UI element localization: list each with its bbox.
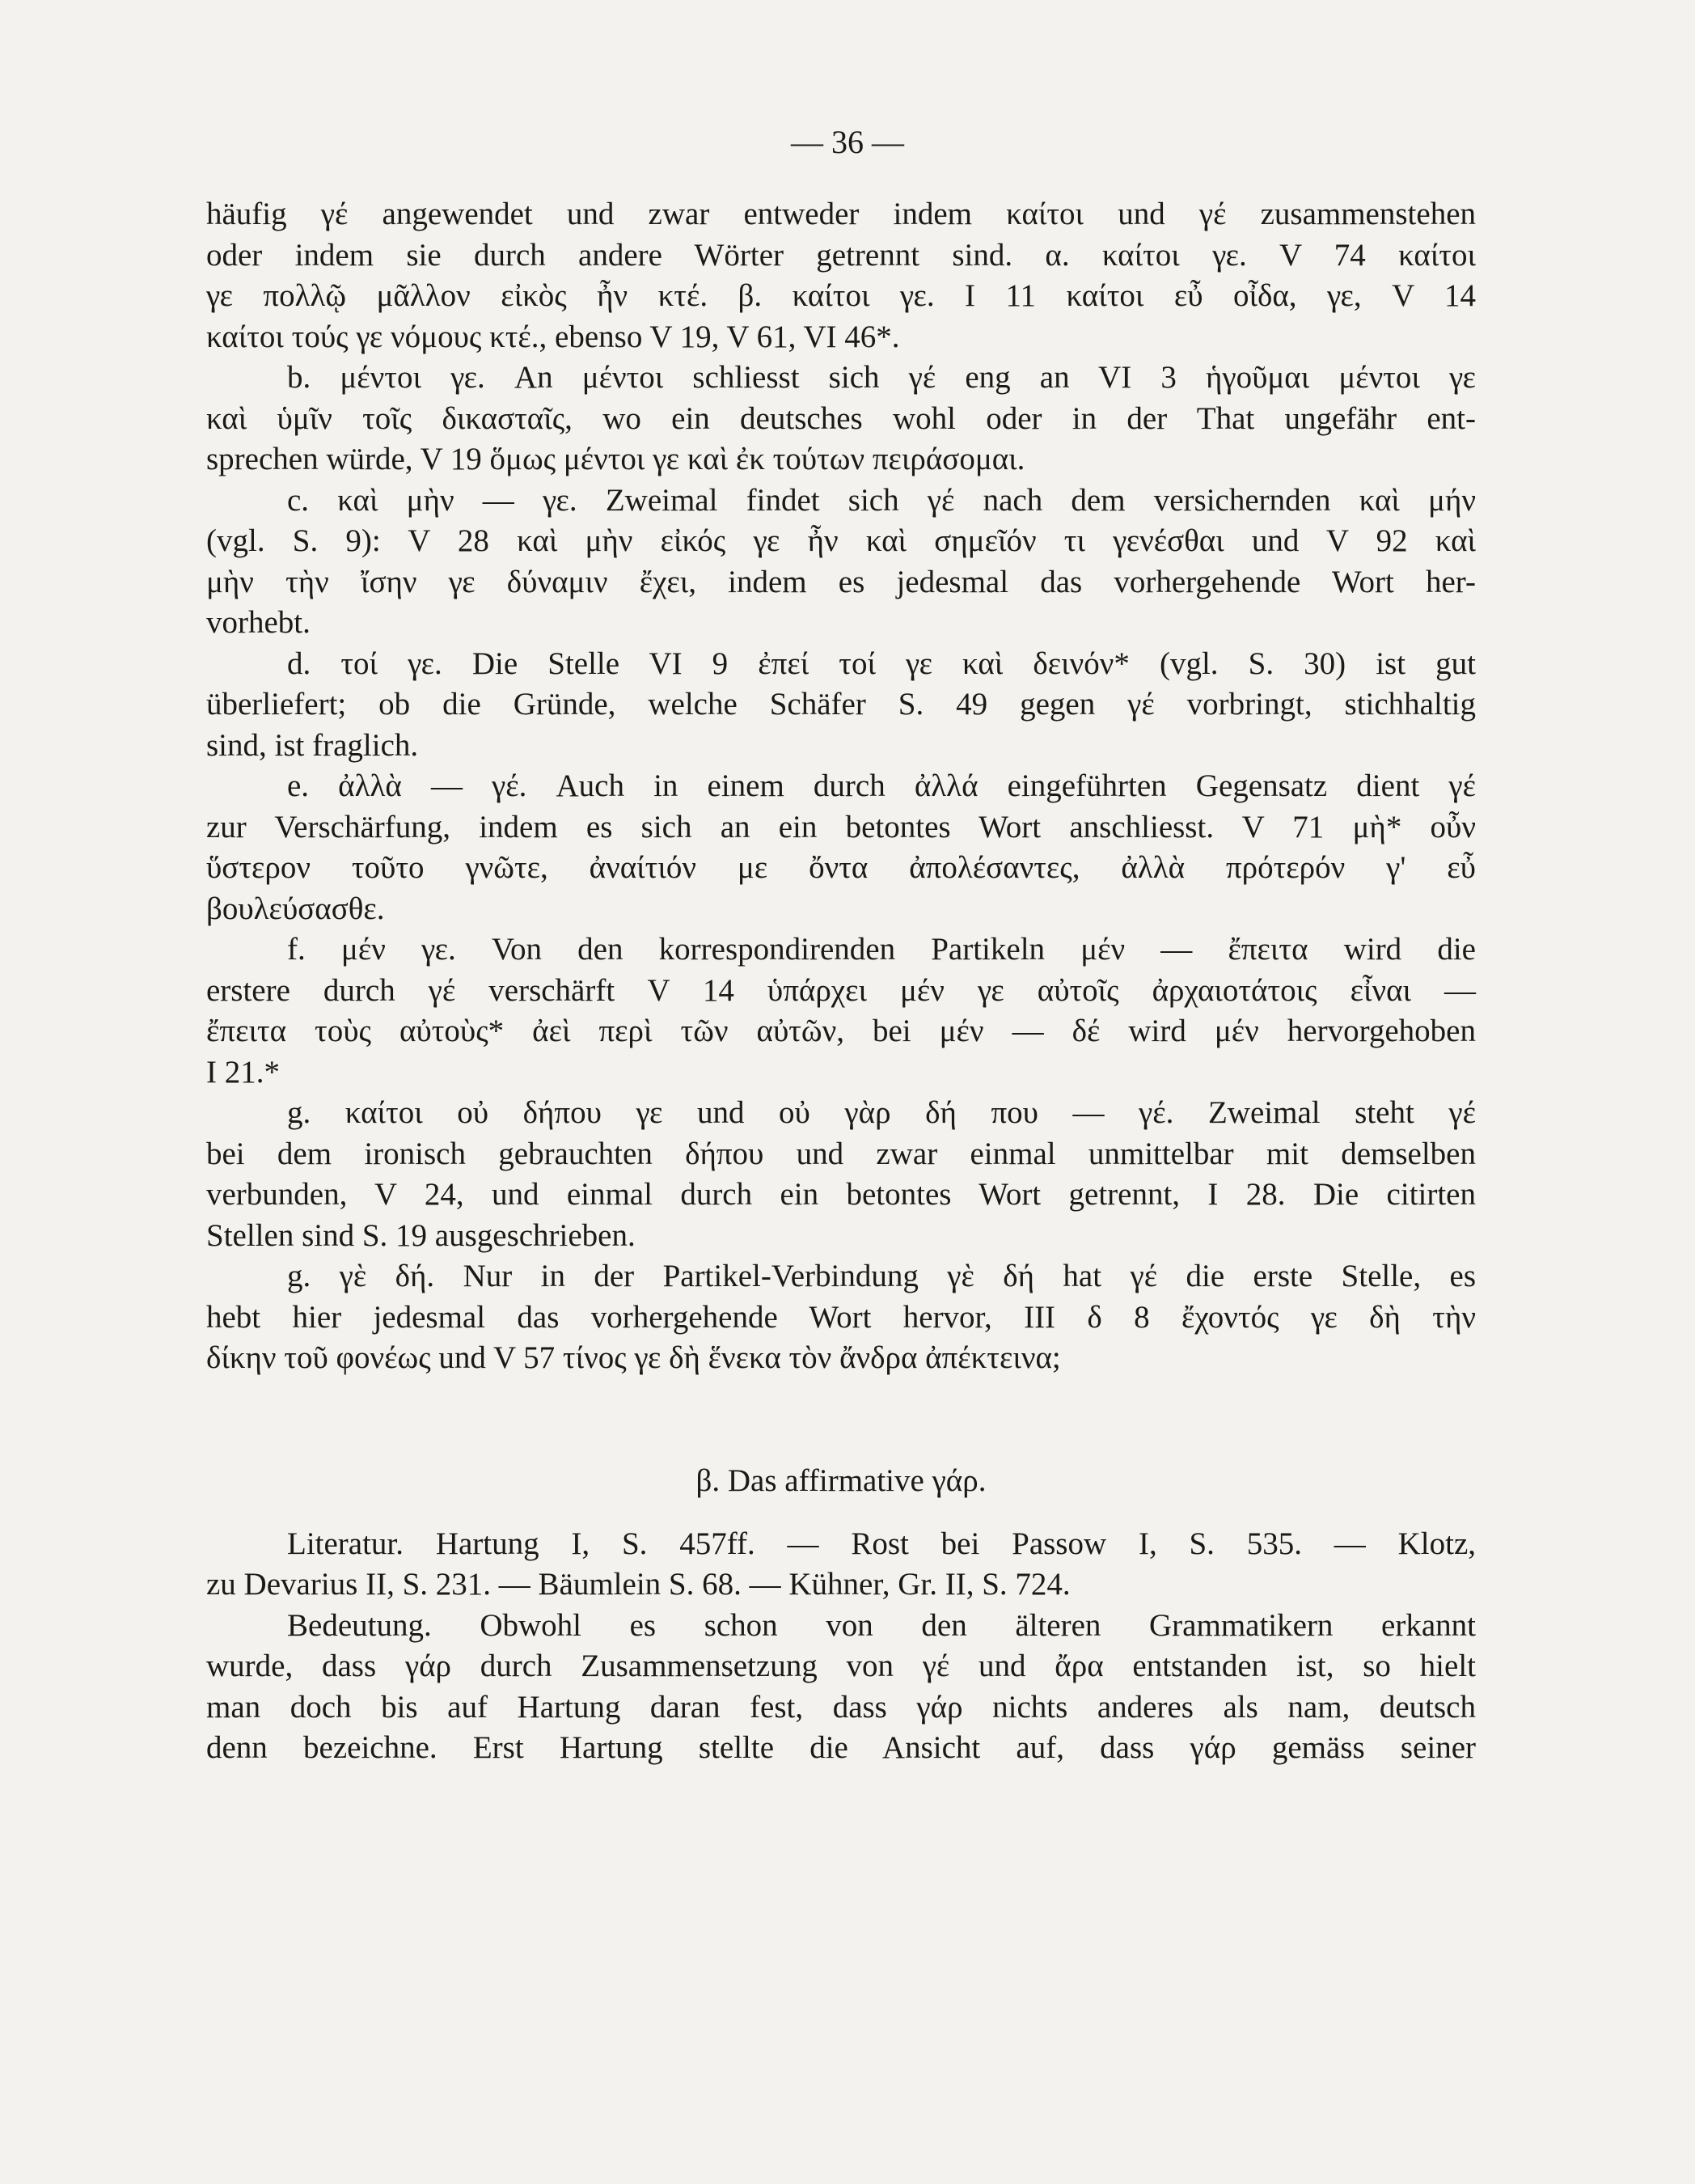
text-line: zu Devarius II, S. 231. — Bäumlein S. 68. — Kühner, Gr. II, S. 724.: [206, 1567, 1071, 1602]
text-line: b. μέντοι γε. An μέντοι schliesst sich γέ eng an VI 3 ἡγοῦμαι μέντοι γε: [287, 360, 1476, 395]
text-line: sprechen würde, V 19 ὅμως μέντοι γε καὶ ἐκ τούτων πειράσομαι.: [206, 442, 1025, 476]
text-line: denn bezeichne. Erst Hartung stellte die Ansicht auf, dass γάρ gemäss seiner: [206, 1730, 1476, 1765]
text-line: oder indem sie durch andere Wörter getrennt sind. α. καίτοι γε. V 74 καίτοι: [206, 237, 1476, 273]
text-line: Literatur. Hartung I, S. 457ff. — Rost bei Passow I, S. 535. — Klotz,: [287, 1526, 1476, 1561]
text-line: Bedeutung. Obwohl es schon von den älteren Grammatikern erkannt: [287, 1607, 1476, 1643]
text-line: μὴν τὴν ἴσην γε δύναμιν ἔχει, indem es jedesmal das vorhergehende Wort her-: [206, 564, 1476, 599]
text-line: verbunden, V 24, und einmal durch ein betontes Wort getrennt, I 28. Die citirten: [206, 1177, 1476, 1212]
text-line: g. καίτοι οὐ δήπου γε und οὐ γὰρ δή που — γέ. Zweimal steht γέ: [287, 1095, 1476, 1130]
section-heading: β. Das affirmative γάρ.: [695, 1462, 987, 1498]
text-line: δίκην τοῦ φονέως und V 57 τίνος γε δὴ ἕνεκα τὸν ἄνδρα ἀπέκτεινα;: [206, 1340, 1061, 1375]
spacer: [206, 1379, 1476, 1420]
text-line: häufig γέ angewendet und zwar entweder indem καίτοι und γέ zusammenstehen: [206, 197, 1476, 231]
spacer: [206, 1420, 1476, 1461]
text-line: Stellen sind S. 19 ausgeschrieben.: [206, 1217, 636, 1253]
text-line: wurde, dass γάρ durch Zusammensetzung von γέ und ἄρα entstanden ist, so hielt: [206, 1649, 1476, 1683]
text-line: d. τοί γε. Die Stelle VI 9 ἐπεί τοί γε καὶ δεινόν* (vgl. S. 30) ist gut: [287, 645, 1476, 681]
text-line: g. γὲ δή. Nur in der Partikel-Verbindung γὲ δή hat γέ die erste Stelle, es: [287, 1259, 1476, 1293]
body-text: [206, 194, 1476, 1769]
text-line: e. ἀλλὰ — γέ. Auch in einem durch ἀλλά eingeführten Gegensatz dient γέ: [287, 768, 1476, 803]
text-line: c. καὶ μὴν — γε. Zweimal findet sich γέ nach dem versichernden καὶ μήν: [287, 482, 1476, 518]
text-line: vorhebt.: [206, 605, 311, 640]
text-line: hebt hier jedesmal das vorhergehende Wort hervor, III δ 8 ἔχοντός γε δὴ τὴν: [206, 1299, 1476, 1335]
text-line: man doch bis auf Hartung daran fest, dass γάρ nichts anderes als nam, deutsch: [206, 1689, 1476, 1725]
text-line: καὶ ὑμῖν τοῖς δικασταῖς, wo ein deutsches wohl oder in der That ungefähr ent-: [206, 400, 1476, 436]
text-line: ὕστερον τοῦτο γνῶτε, ἀναίτιόν με ὄντα ἀπολέσαντες, ἀλλὰ πρότερόν γ' εὖ: [206, 850, 1476, 885]
text-line: sind, ist fraglich.: [206, 727, 419, 763]
text-line: γε πολλῷ μᾶλλον εἰκὸς ἦν κτέ. β. καίτοι γε. I 11 καίτοι εὖ οἶδα, γε, V 14: [206, 278, 1476, 313]
spacer: [206, 1509, 1476, 1524]
page-number: — 36 —: [791, 124, 904, 160]
section-heading-wrap: [206, 1461, 1476, 1509]
text-line: I 21.*: [206, 1054, 280, 1090]
text-line: f. μέν γε. Von den korrespondirenden Partikeln μέν — ἔπειτα wird die: [287, 932, 1476, 967]
text-line: (vgl. S. 9): V 28 καὶ μὴν εἰκός γε ἦν καὶ σημεῖόν τι γενέσθαι und V 92 καὶ: [206, 523, 1476, 558]
text-line: überliefert; ob die Gründe, welche Schäfer S. 49 gegen γέ vorbringt, stichhaltig: [206, 687, 1476, 722]
text-line: βουλεύσασθε.: [206, 891, 385, 926]
text-line: καίτοι τούς γε νόμους κτέ., ebenso V 19, V 61, VI 46*.: [206, 319, 900, 354]
text-line: bei dem ironisch gebrauchten δήπου und zwar einmal unmittelbar mit demselben: [206, 1136, 1476, 1171]
text-line: ἔπειτα τοὺς αὐτοὺς* ἀεὶ περὶ τῶν αὐτῶν, bei μέν — δέ wird μέν hervorgehoben: [206, 1014, 1476, 1048]
text-line: erstere durch γέ verschärft V 14 ὑπάρχει μέν γε αὐτοῖς ἀρχαιοτάτοις εἶναι —: [206, 972, 1476, 1008]
text-line: zur Verschärfung, indem es sich an ein betontes Wort anschliesst. V 71 μὴ* οὖν: [206, 809, 1476, 844]
